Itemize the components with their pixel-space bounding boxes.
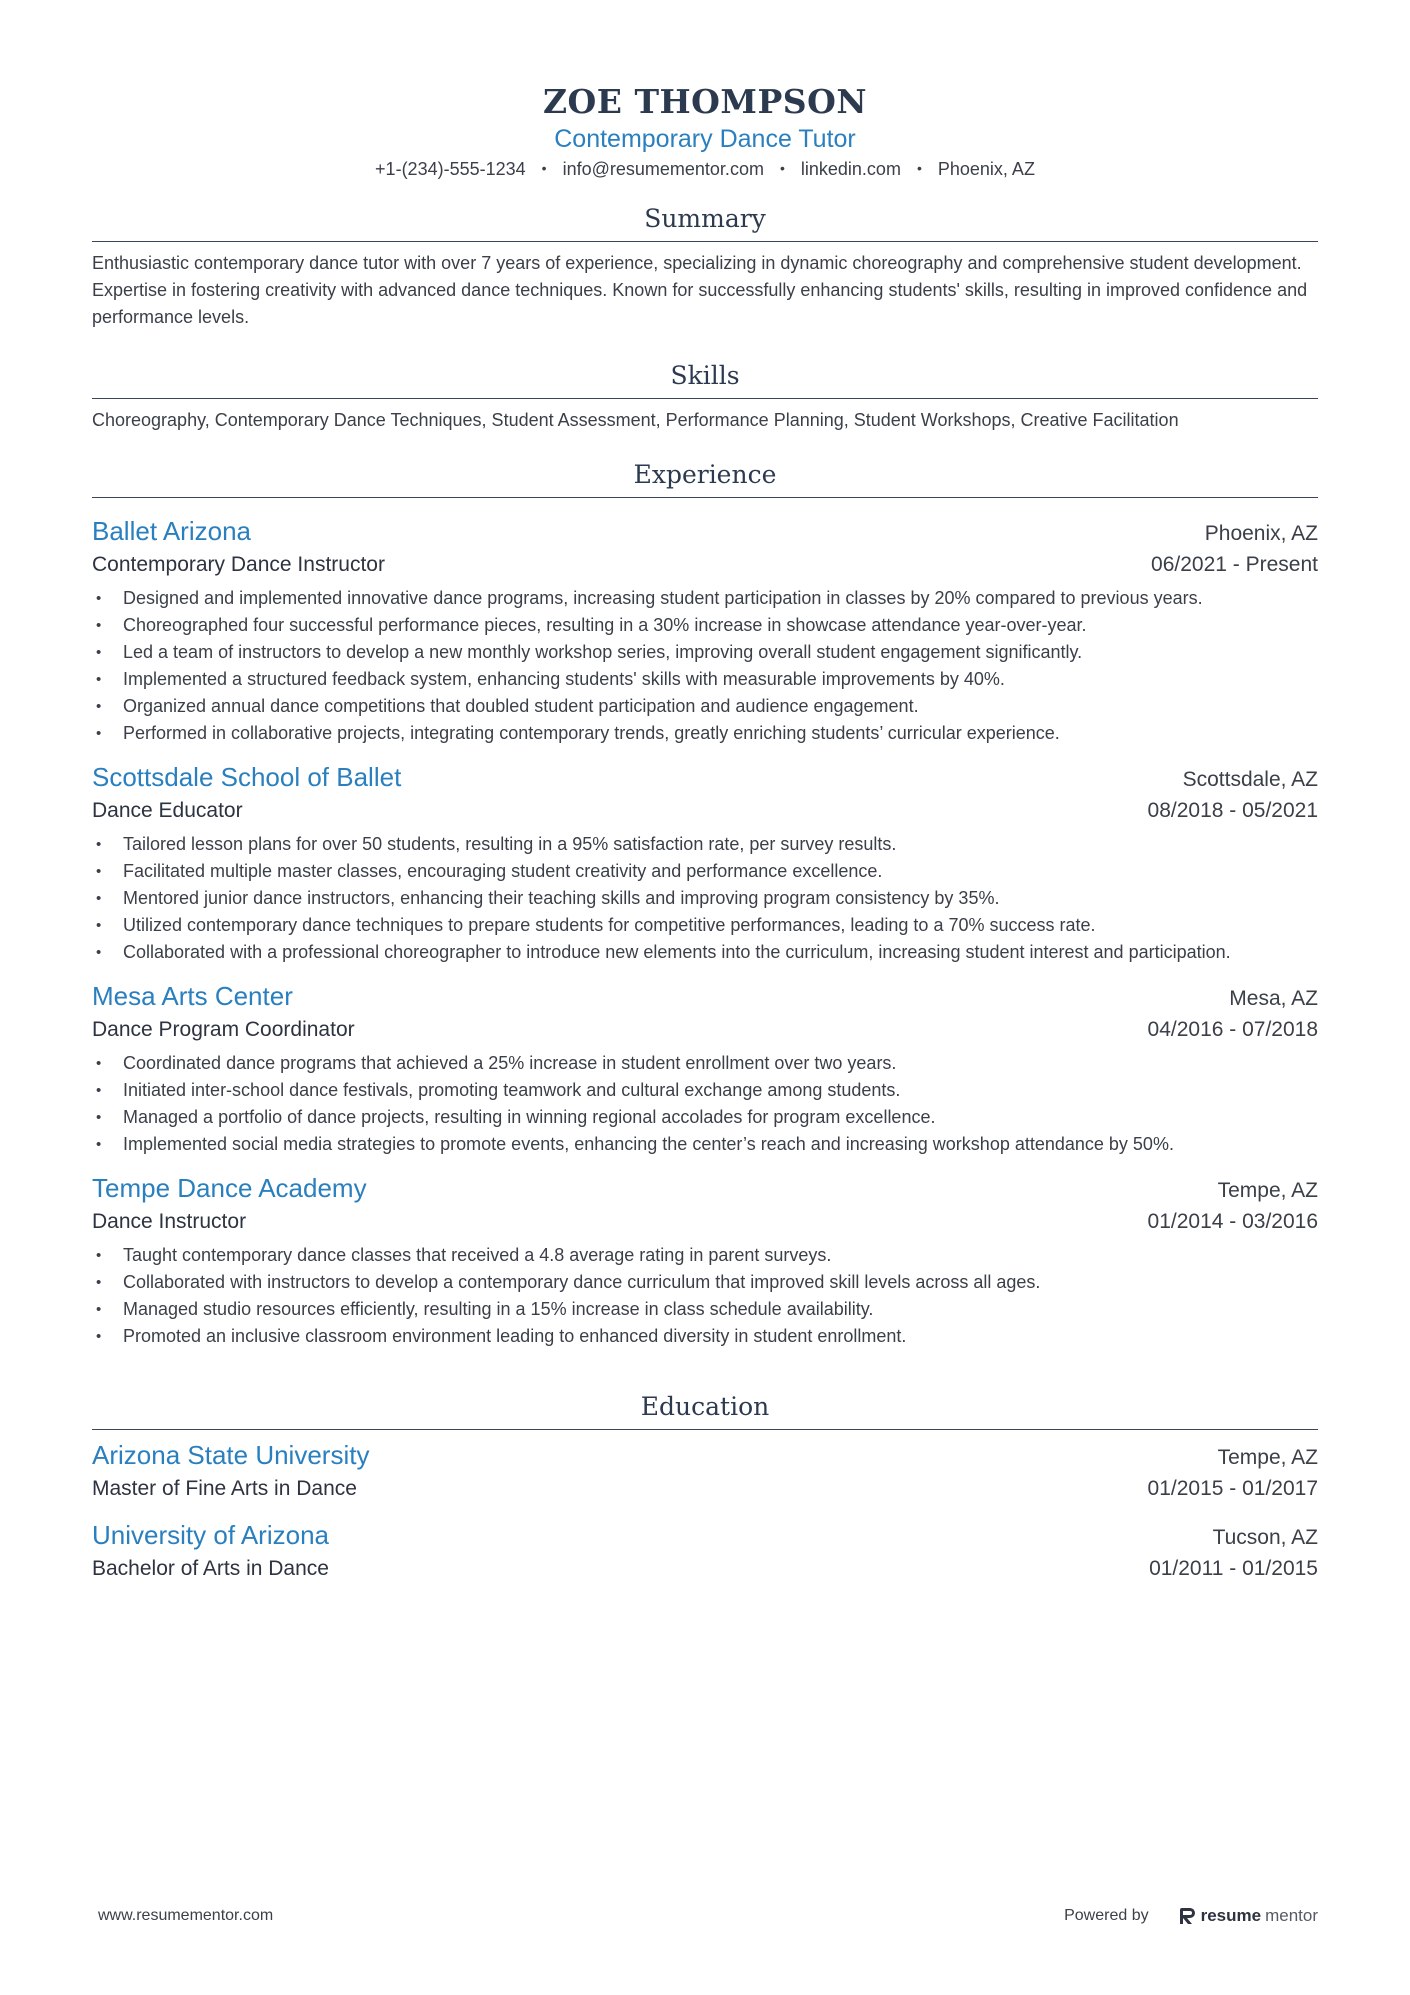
education-dates: 01/2011 - 01/2015 xyxy=(1149,1557,1318,1580)
school-location: Tempe, AZ xyxy=(1217,1446,1318,1469)
bullet-item: • Managed a portfolio of dance projects, resulting in winning regional accolades for program excellence. xyxy=(92,1104,1318,1131)
job-dates: 08/2018 - 05/2021 xyxy=(1147,799,1318,822)
contact-linkedin[interactable]: linkedin.com xyxy=(800,159,901,179)
contact-email[interactable]: info@resumementor.com xyxy=(562,159,764,179)
job-bullets xyxy=(92,1050,1318,1158)
contact-separator: • xyxy=(916,160,922,176)
company-name: Mesa Arts Center xyxy=(92,981,293,1011)
degree: Master of Fine Arts in Dance xyxy=(92,1477,357,1500)
powered-by-label: Powered by xyxy=(1064,1907,1149,1924)
education-dates: 01/2015 - 01/2017 xyxy=(1147,1477,1318,1500)
job-location: Mesa, AZ xyxy=(1229,987,1318,1010)
job-role: Dance Program Coordinator xyxy=(92,1018,355,1041)
section-heading: Summary xyxy=(644,204,766,233)
bullet-item: • Utilized contemporary dance techniques to prepare students for competitive performances, leading to a 70% success rate. xyxy=(92,912,1318,939)
contact-separator: • xyxy=(779,160,785,176)
bullet-item: • Promoted an inclusive classroom environment leading to enhanced diversity in student enrollment. xyxy=(92,1323,1318,1350)
degree: Bachelor of Arts in Dance xyxy=(92,1557,329,1580)
brand-name-light: mentor xyxy=(1265,1906,1318,1925)
section-heading: Experience xyxy=(633,460,777,489)
experience-entry xyxy=(92,514,1318,747)
bullet-item: • Collaborated with instructors to develop a contemporary dance curriculum that improved skill levels across all ages. xyxy=(92,1269,1318,1296)
contact-separator: • xyxy=(541,160,547,176)
bullet-item: • Managed studio resources efficiently, resulting in a 15% increase in class schedule availability. xyxy=(92,1296,1318,1323)
school-name: Arizona State University xyxy=(92,1440,370,1470)
bullet-item: • Taught contemporary dance classes that received a 4.8 average rating in parent surveys. xyxy=(92,1242,1318,1269)
education-section xyxy=(92,1390,1318,1585)
education-entry xyxy=(92,1438,1318,1505)
bullet-item: • Implemented a structured feedback system, enhancing students' skills with measurable improvements by 40%. xyxy=(92,666,1318,693)
candidate-name: ZOE THOMPSON xyxy=(542,82,868,121)
section-heading: Skills xyxy=(670,361,740,390)
bullet-item: • Initiated inter-school dance festivals, promoting teamwork and cultural exchange among students. xyxy=(92,1077,1318,1104)
bullet-item: • Performed in collaborative projects, integrating contemporary trends, greatly enriching students’ curricular experience. xyxy=(92,720,1318,747)
bullet-item: • Implemented social media strategies to promote events, enhancing the center’s reach and increasing workshop attendance by 50%. xyxy=(92,1131,1318,1158)
bullet-item: • Led a team of instructors to develop a new monthly workshop series, improving overall student engagement significantly. xyxy=(92,639,1318,666)
job-dates: 06/2021 - Present xyxy=(1151,553,1318,576)
resume-content xyxy=(92,80,1318,1585)
contact-location: Phoenix, AZ xyxy=(937,159,1035,179)
bullet-item: • Mentored junior dance instructors, enhancing their teaching skills and improving program consistency by 35%. xyxy=(92,885,1318,912)
bullet-item: • Collaborated with a professional choreographer to introduce new elements into the curriculum, increasing student interest and participation. xyxy=(92,939,1318,966)
job-bullets xyxy=(92,1242,1318,1350)
page-footer xyxy=(98,1906,1318,1926)
bullet-item: • Coordinated dance programs that achieved a 25% increase in student enrollment over two years. xyxy=(92,1050,1318,1077)
bullet-item: • Designed and implemented innovative dance programs, increasing student participation in classes by 20% compared to previous years. xyxy=(92,585,1318,612)
powered-by xyxy=(1064,1906,1318,1926)
section-divider xyxy=(92,241,1318,242)
job-dates: 04/2016 - 07/2018 xyxy=(1147,1018,1318,1041)
job-role: Contemporary Dance Instructor xyxy=(92,553,385,576)
experience-entry xyxy=(92,979,1318,1158)
experience-section xyxy=(92,458,1318,1350)
summary-section xyxy=(92,202,1318,331)
education-entry xyxy=(92,1518,1318,1585)
contact-phone: +1-(234)-555-1234 xyxy=(375,159,526,179)
job-location: Phoenix, AZ xyxy=(1204,522,1318,545)
job-location: Scottsdale, AZ xyxy=(1182,768,1318,791)
bullet-item: • Choreographed four successful performance pieces, resulting in a 30% increase in showcase attendance year-over-year. xyxy=(92,612,1318,639)
job-role: Dance Educator xyxy=(92,799,243,822)
school-name: University of Arizona xyxy=(92,1520,329,1550)
job-bullets xyxy=(92,585,1318,747)
company-name: Scottsdale School of Ballet xyxy=(92,762,402,792)
brand-logo[interactable] xyxy=(1179,1906,1318,1926)
experience-entry xyxy=(92,760,1318,966)
resumementor-logo-icon xyxy=(1179,1906,1197,1926)
candidate-title: Contemporary Dance Tutor xyxy=(554,125,856,153)
section-heading: Education xyxy=(640,1392,770,1421)
experience-entry xyxy=(92,1171,1318,1350)
skills-section xyxy=(92,359,1318,434)
bullet-item: • Organized annual dance competitions that doubled student participation and audience engagement. xyxy=(92,693,1318,720)
job-location: Tempe, AZ xyxy=(1217,1179,1318,1202)
job-bullets xyxy=(92,831,1318,966)
brand-name-bold: resume xyxy=(1200,1906,1262,1925)
company-name: Tempe Dance Academy xyxy=(92,1173,367,1203)
bullet-item: • Tailored lesson plans for over 50 students, resulting in a 95% satisfaction rate, per survey results. xyxy=(92,831,1318,858)
bullet-item: • Facilitated multiple master classes, encouraging student creativity and performance excellence. xyxy=(92,858,1318,885)
footer-website-link[interactable]: www.resumementor.com xyxy=(98,1907,274,1924)
job-dates: 01/2014 - 03/2016 xyxy=(1147,1210,1318,1233)
summary-text: Enthusiastic contemporary dance tutor with over 7 years of experience, specializing in dynamic choreography and comprehensive student development. Expertise in fostering creativity with advanced dance techniques. Known for successfully enhancing students' skills, resulting in improved confidence and performance levels. xyxy=(92,253,1308,327)
school-location: Tucson, AZ xyxy=(1212,1526,1318,1549)
section-divider xyxy=(92,1429,1318,1430)
company-name: Ballet Arizona xyxy=(92,516,251,546)
section-divider xyxy=(92,497,1318,498)
resume-header xyxy=(92,80,1318,183)
section-divider xyxy=(92,398,1318,399)
job-role: Dance Instructor xyxy=(92,1210,247,1233)
skills-text: Choreography, Contemporary Dance Techniques, Student Assessment, Performance Planning, Student Workshops, Creative Facilitation xyxy=(92,410,1179,430)
contact-line xyxy=(92,156,1318,183)
